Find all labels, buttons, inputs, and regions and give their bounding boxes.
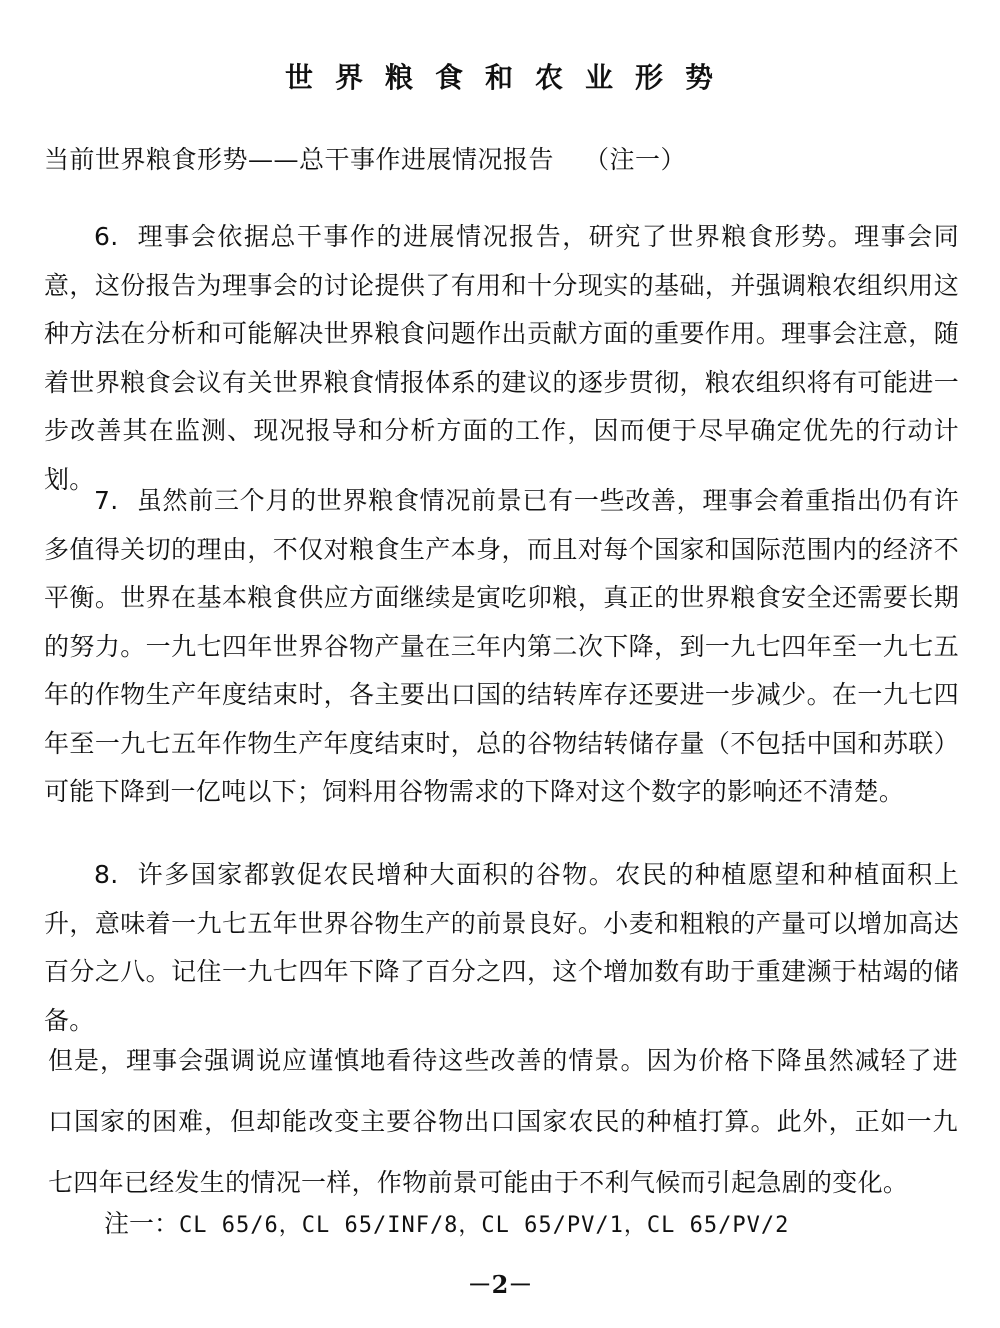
footnote-references: CL 65/6，CL 65/INF/8，CL 65/PV/1，CL 65/PV/2 [179,1213,790,1238]
paragraph-8-continuation [48,1030,958,1213]
subheading-note-ref: （注一） [584,145,687,174]
paragraph-text: 理事会依据总干事作的进展情况报告，研究了世界粮食形势。理事会同意，这份报告为理事会的讨论提供了有用和十分现实的基础，并强调粮农组织用这种方法在分析和可能解决世界粮食问题作出贡献方面的重要作用。理事会注意，随着世界粮食会议有关世界粮食情报体系的建议的逐步贯彻，粮农组织将有可能进一步改善其在监测、现况报导和分析方面的工作，因而便于尽早确定优先的行动计划。 [44,222,959,494]
paragraph-number: 8. [94,860,119,889]
page-title: 世界粮食和农业形势 [284,61,735,94]
paragraph-6 [44,213,959,504]
footnote [104,1204,789,1240]
paragraph-text: 许多国家都敦促农民增种大面积的谷物。农民的种植愿望和种植面积上升，意味着一九七五年世界谷物生产的前景良好。小麦和粗粮的产量可以增加高达百分之八。记住一九七四年下降了百分之四，这个增加数有助于重建濒于枯竭的储备。 [44,860,959,1035]
footnote-label: 注一： [104,1209,180,1238]
section-subheading [44,140,686,176]
paragraph-number: 6. [94,222,119,251]
paragraph-8 [44,851,959,1045]
paragraph-text: 虽然前三个月的世界粮食情况前景已有一些改善，理事会着重指出仍有许多值得关切的理由，不仅对粮食生产本身，而且对每个国家和国际范围内的经济不平衡。世界在基本粮食供应方面继续是寅吃卯粮，真正的世界粮食安全还需要长期的努力。一九七四年世界谷物产量在三年内第二次下降，到一九七四年至一九七五年的作物生产年度结束时，各主要出口国的结转库存还要进一步减少。在一九七四年至一九七五年作物生产年度结束时，总的谷物结转储存量（不包括中国和苏联）可能下降到一亿吨以下；饲料用谷物需求的下降对这个数字的影响还不清楚。 [44,486,959,806]
subheading-text: 当前世界粮食形势——总干事作进展情况报告 [44,145,555,174]
paragraph-text: 但是，理事会强调说应谨慎地看待这些改善的情景。因为价格下降虽然减轻了进口国家的困难，但却能改变主要谷物出口国家农民的种植打算。此外，正如一九七四年已经发生的情况一样，作物前景可能由于不利气候而引起急剧的变化。 [48,1046,958,1197]
paragraph-number: 7. [94,486,119,515]
page-number: －2－ [467,1270,533,1299]
paragraph-7 [44,477,959,817]
